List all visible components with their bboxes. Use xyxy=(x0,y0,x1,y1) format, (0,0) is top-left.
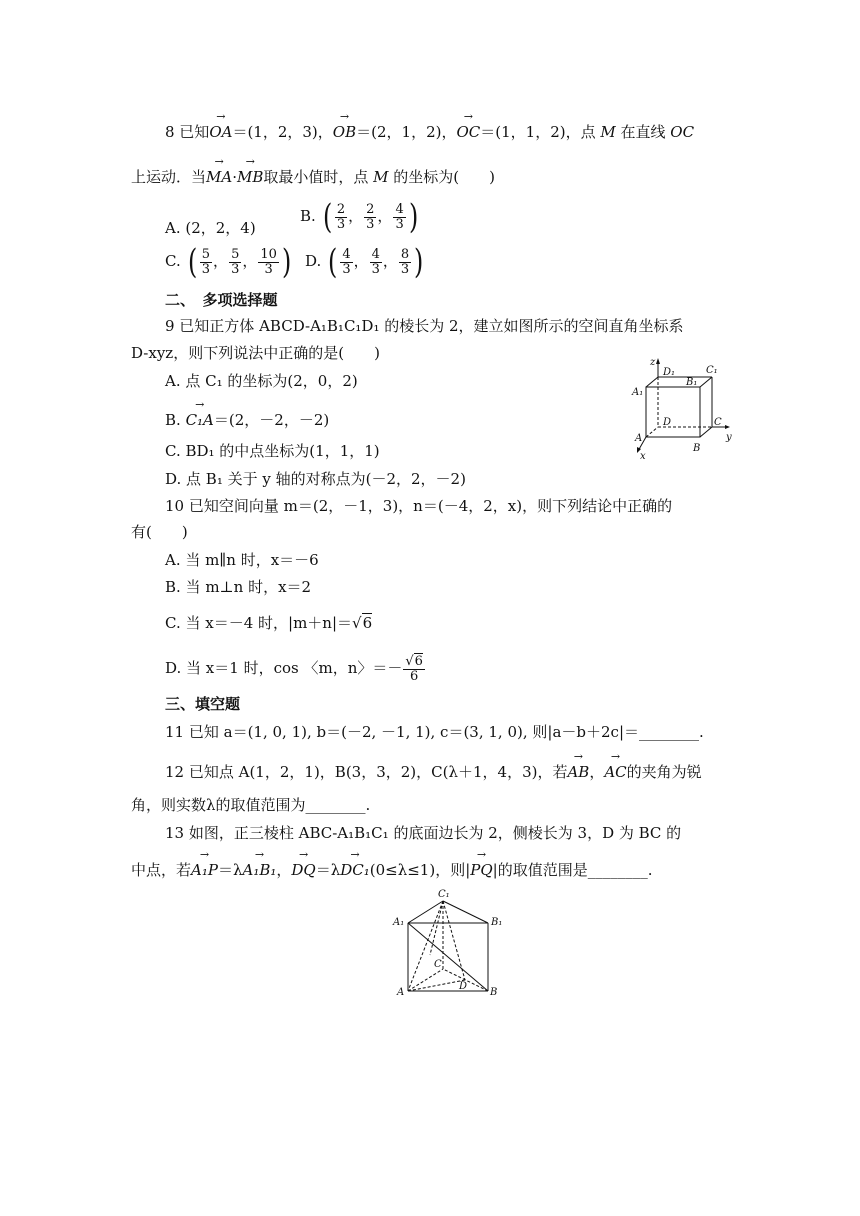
vertex-d: D xyxy=(663,417,672,428)
vertex-a1: A₁ xyxy=(393,917,405,928)
vertex-b1: B₁ xyxy=(491,917,503,928)
q13-line2: 中点，若→ A₁P＝λ→ A₁B₁，→ DQ＝λ→ DC₁(0≤λ≤1)，则|→ PQ|的取值范围是________. xyxy=(131,860,652,880)
q10-option-a: A. 当 m∥n 时，x＝－6 xyxy=(165,551,319,569)
axis-y-label: y xyxy=(726,432,732,443)
q9-option-a: A. 点 C₁ 的坐标为(2，0，2) xyxy=(165,372,358,390)
axis-x-label: x xyxy=(640,451,646,460)
vertex-d: D xyxy=(459,981,468,992)
q9-line1: 9 已知正方体 ABCD-A₁B₁C₁D₁ 的棱长为 2，建立如图所示的空间直角坐标系 xyxy=(165,317,684,335)
q9-option-d: D. 点 B₁ 关于 y 轴的对称点为(－2，2，－2) xyxy=(165,470,466,488)
q8-option-b: B. ( $\frac{2}{3}$ ， $\frac{2}{3}$ ， $\frac{4}{3}$ ) xyxy=(300,197,418,237)
q10-line1: 10 已知空间向量 m＝(2，－1，3)，n＝(－4，2，x)，则下列结论中正确的 xyxy=(165,497,673,515)
vertex-b: B xyxy=(490,987,498,998)
q10-option-b: B. 当 m⊥n 时，x＝2 xyxy=(165,578,312,596)
prism-figure xyxy=(390,885,505,1000)
section-heading-fill-in: 三、填空题 xyxy=(165,695,241,713)
section-heading-multiple-choice: 二、 多项选择题 xyxy=(165,291,278,309)
q12-line1: 12 已知点 A(1，2，1)，B(3，3，2)，C(λ＋1，4，3)，若→ AB，→ AC的夹角为锐 xyxy=(165,762,702,782)
q10-line2: 有( ) xyxy=(131,523,188,541)
q9-line2: D-xyz，则下列说法中正确的是( ) xyxy=(131,344,380,362)
q8-line2: 上运动．当→ MA·→ MB取最小值时，点 M 的坐标为( ) xyxy=(131,167,495,187)
q11-line: 11 已知 a＝(1, 0, 1), b＝(－2, －1, 1), c＝(3, 1, 0), 则|a－b＋2c|＝________. xyxy=(165,723,704,741)
q13-line1: 13 如图，正三棱柱 ABC-A₁B₁C₁ 的底面边长为 2，侧棱长为 3，D 为 BC 的 xyxy=(165,824,682,842)
vertex-c1: C₁ xyxy=(438,889,450,900)
vertex-b1: B₁ xyxy=(686,377,698,388)
q8-option-d: D. ( $\frac{4}{3}$ ， $\frac{4}{3}$ ， $\frac{8}{3}$ ) xyxy=(305,242,424,282)
q9-option-c: C. BD₁ 的中点坐标为(1，1，1) xyxy=(165,442,380,460)
q10-option-c: C. 当 x＝－4 时，|m＋n|＝√6 xyxy=(165,614,373,632)
axis-z-label: z xyxy=(650,357,656,368)
q8-option-c: C. ( $\frac{5}{3}$ ， $\frac{5}{3}$ ， $\frac{10}{3}$ ) xyxy=(165,242,292,282)
q10-option-d: D. 当 x＝1 时，cos 〈m，n〉＝－ $\frac{√6}{6}$ xyxy=(165,653,423,684)
vertex-b: B xyxy=(693,443,701,454)
q8-option-a: A. (2，2，4) xyxy=(165,219,256,237)
vertex-c: C xyxy=(434,959,442,970)
vertex-c: C xyxy=(714,417,722,428)
cube-figure xyxy=(630,355,740,460)
q8-line1: 8 已知→ OA＝(1，2，3)，→ OB＝(2，1，2)，→ OC＝(1，1，2)，点 M 在直线 OC xyxy=(165,122,694,142)
q12-line2: 角，则实数λ的取值范围为________. xyxy=(131,796,371,814)
vertex-a: A xyxy=(397,987,405,998)
q9-option-b: B. → C₁A＝(2，－2，－2) xyxy=(165,410,329,430)
vertex-c1: C₁ xyxy=(706,365,718,376)
vertex-a: A xyxy=(635,433,643,444)
vertex-a1: A₁ xyxy=(632,387,644,398)
vertex-d1: D₁ xyxy=(663,367,676,378)
